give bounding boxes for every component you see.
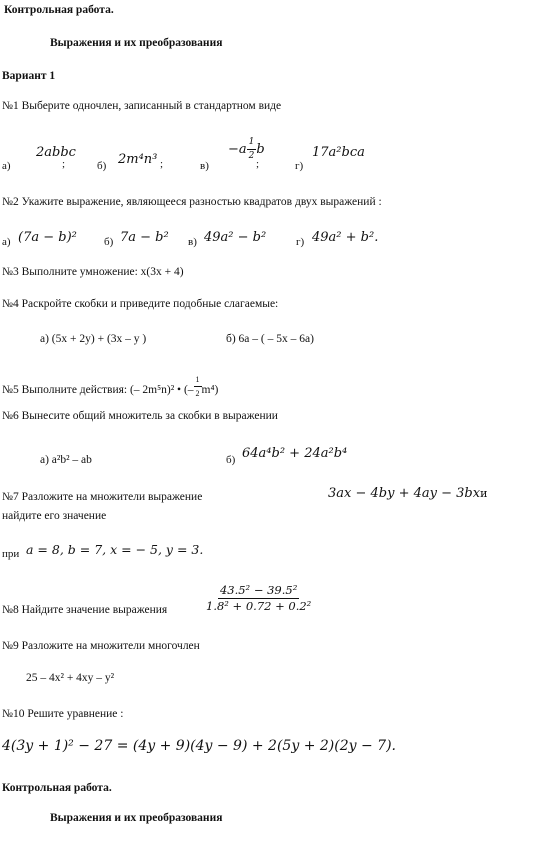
q7-expression-suffix: и bbox=[480, 487, 488, 500]
page-subtitle: Выражения и их преобразования bbox=[50, 37, 223, 49]
q1-option-b-sep: ; bbox=[160, 158, 164, 170]
q2-option-a-expr: (7a − b)² bbox=[18, 230, 77, 245]
q4-option-a: а) (5x + 2y) + (3x – y ) bbox=[40, 333, 147, 345]
question-9-text: №9 Разложите на множители многочлен bbox=[2, 640, 200, 652]
q5-frac-num: 1 bbox=[194, 373, 202, 387]
q1-option-c-expr bbox=[228, 136, 265, 163]
q6-option-b-expr: 64a⁴b² + 24a²b⁴ bbox=[242, 446, 348, 461]
q5-text-start: №5 Выполните действия: (– 2m⁵n)² • (– bbox=[2, 384, 194, 397]
q1-option-d-label: г) bbox=[295, 160, 304, 172]
q1-option-a-sep: ; bbox=[62, 158, 66, 170]
q8-denominator: 1.8² + 0.72 + 0.2² bbox=[206, 599, 312, 613]
footer-title: Контрольная работа. bbox=[2, 782, 112, 794]
q2-option-a-label: а) bbox=[2, 236, 11, 248]
question-1-text: №1 Выберите одночлен, записанный в стандартном виде bbox=[2, 100, 282, 112]
question-10-text: №10 Решите уравнение : bbox=[2, 708, 124, 720]
q1-option-b-expr: 2m⁴n³ bbox=[118, 152, 158, 167]
q5-frac-den: 2 bbox=[195, 389, 200, 398]
question-3-text: №3 Выполните умножение: x(3x + 4) bbox=[2, 266, 184, 278]
q1-option-c-label: в) bbox=[200, 160, 209, 172]
q6-option-b-label: б) bbox=[226, 454, 236, 466]
question-7-text: №7 Разложите на множители выражение bbox=[2, 491, 203, 503]
q2-option-c-label: в) bbox=[188, 236, 197, 248]
question-4-text: №4 Раскройте скобки и приведите подобные слагаемые: bbox=[2, 298, 279, 310]
q8-numerator: 43.5² − 39.5² bbox=[219, 583, 298, 597]
question-8-text: №8 Найдите значение выражения bbox=[2, 604, 168, 616]
q2-option-c-expr: 49a² − b² bbox=[204, 230, 267, 245]
q1-option-c-left: −a bbox=[228, 142, 247, 157]
q2-option-b-expr: 7a − b² bbox=[120, 230, 169, 245]
q1-option-b-label: б) bbox=[97, 160, 107, 172]
q9-expression: 25 – 4x² + 4xy – y² bbox=[26, 672, 115, 684]
q2-option-d-expr: 49a² + b². bbox=[312, 230, 379, 245]
question-2-text: №2 Укажите выражение, являющееся разностью квадратов двух выражений : bbox=[2, 196, 382, 208]
q1-option-a-label: а) bbox=[2, 160, 11, 172]
q1-option-c-frac-den: 2 bbox=[248, 151, 255, 161]
q7-values: a = 8, b = 7, x = − 5, y = 3. bbox=[26, 542, 204, 557]
q1-option-d-expr: 17a²bca bbox=[312, 145, 365, 160]
question-5-text bbox=[2, 377, 218, 404]
footer-subtitle: Выражения и их преобразования bbox=[50, 812, 223, 824]
q10-equation: 4(3y + 1)² − 27 = (4y + 9)(4y − 9) + 2(5y + 2)(2y − 7). bbox=[2, 738, 396, 754]
q5-text-end: m⁴) bbox=[201, 384, 219, 397]
q6-option-a: а) a²b² – ab bbox=[40, 454, 92, 466]
q7-values-prefix: при bbox=[2, 548, 20, 560]
q1-option-c-frac-num: 1 bbox=[247, 136, 257, 150]
q8-fraction bbox=[204, 583, 313, 614]
q1-option-c-right: b bbox=[256, 142, 265, 157]
q4-option-b: б) 6a – ( – 5x – 6a) bbox=[226, 333, 314, 345]
q7-expression-value: 3ax − 4by + 4ay − 3bx bbox=[328, 486, 481, 501]
question-6-text: №6 Вынесите общий множитель за скобки в выражении bbox=[2, 410, 278, 422]
question-7-text-2: найдите его значение bbox=[2, 510, 107, 522]
q2-option-d-label: г) bbox=[296, 236, 305, 248]
q2-option-b-label: б) bbox=[104, 236, 114, 248]
q1-option-c-sep: ; bbox=[256, 158, 260, 170]
variant-label: Вариант 1 bbox=[2, 70, 56, 82]
page-title: Контрольная работа. bbox=[4, 4, 114, 16]
q7-expression bbox=[328, 486, 487, 501]
q1-option-a-expr: 2abbc bbox=[36, 145, 76, 160]
